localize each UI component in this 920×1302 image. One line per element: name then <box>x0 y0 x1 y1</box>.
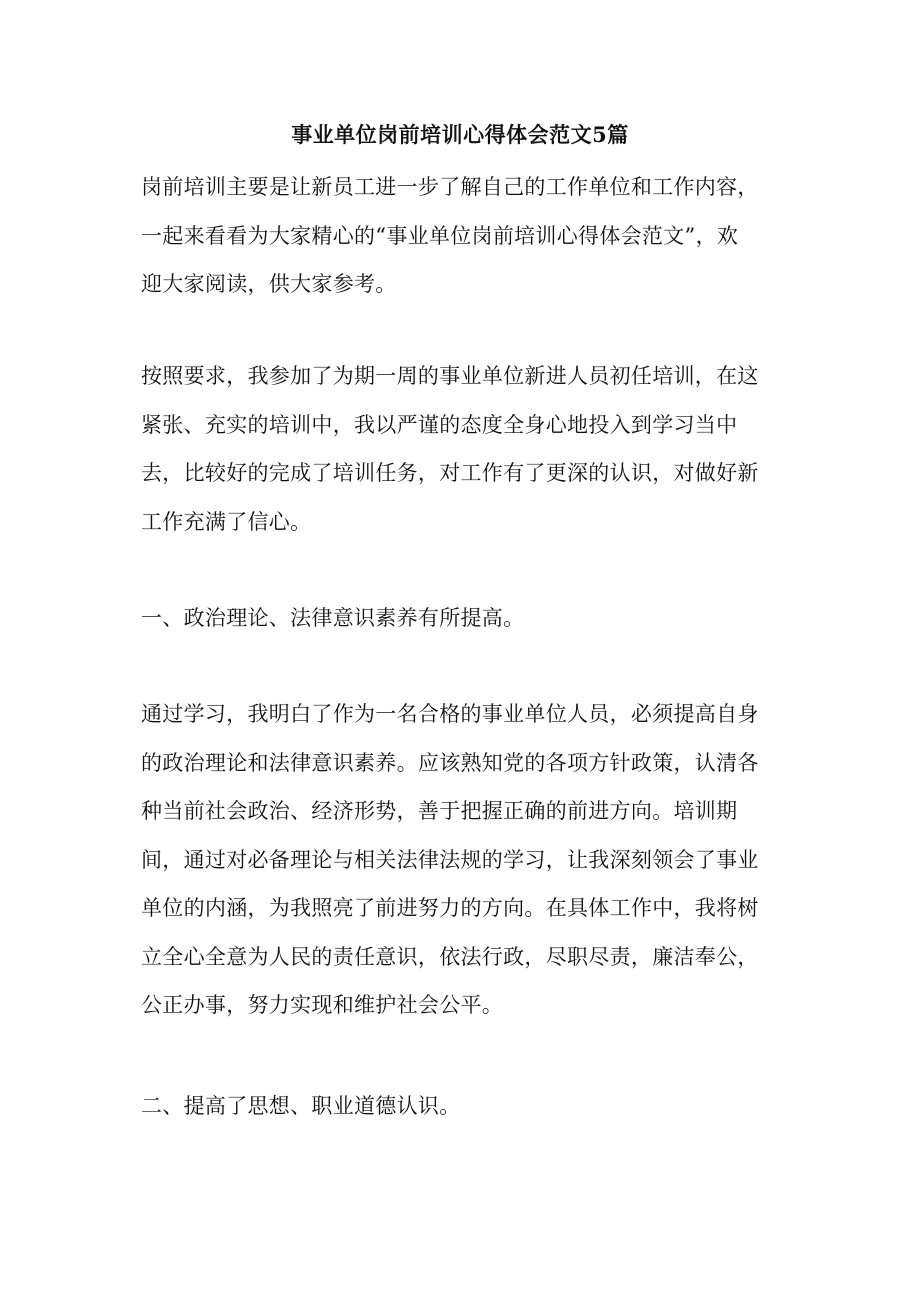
paragraph-overview <box>141 352 781 546</box>
section-heading-2 <box>141 1082 781 1131</box>
text-line: 通过学习，我明白了作为一名合格的事业单位人员，必须提高自身 <box>141 702 759 726</box>
text-line: 去，比较好的完成了培训任务，对工作有了更深的认识，对做好新 <box>141 461 759 485</box>
text-line: 立全心全意为人民的责任意识，依法行政，尽职尽责，廉洁奉公， <box>141 944 759 969</box>
text-line: 种当前社会政治、经济形势，善于把握正确的前进方向。培训期 <box>141 799 738 823</box>
text-line: 迎大家阅读，供大家参考。 <box>141 272 397 296</box>
text-line: 公正办事，努力实现和维护社会公平。 <box>141 993 504 1017</box>
text-line: 单位的内涵，为我照亮了前进努力的方向。在具体工作中，我将树 <box>141 896 759 920</box>
text-line: 紧张、充实的培训中，我以严谨的态度全身心地投入到学习当中 <box>141 412 738 437</box>
paragraph-intro <box>141 163 781 309</box>
text-line: 工作充满了信心。 <box>141 509 312 534</box>
paragraph-section-1 <box>141 690 781 1030</box>
heading-line: 二、提高了思想、职业道德认识。 <box>141 1094 461 1118</box>
text-line: 一起来看看为大家精心的“事业单位岗前培训心得体会范文”，欢 <box>141 223 739 248</box>
heading-line: 一、政治理论、法律意识素养有所提高。 <box>141 606 525 630</box>
text-line: 间，通过对必备理论与相关法律法规的学习，让我深刻领会了事业 <box>141 847 759 872</box>
text-line: 岗前培训主要是让新员工进一步了解自己的工作单位和工作内容， <box>141 175 759 199</box>
text-line: 的政治理论和法律意识素养。应该熟知党的各项方针政策，认清各 <box>141 750 759 775</box>
section-heading-1 <box>141 594 781 643</box>
text-line: 按照要求，我参加了为期一周的事业单位新进人员初任培训，在这 <box>141 364 759 388</box>
document-title: 事业单位岗前培训心得体会范文5篇 <box>291 122 629 147</box>
